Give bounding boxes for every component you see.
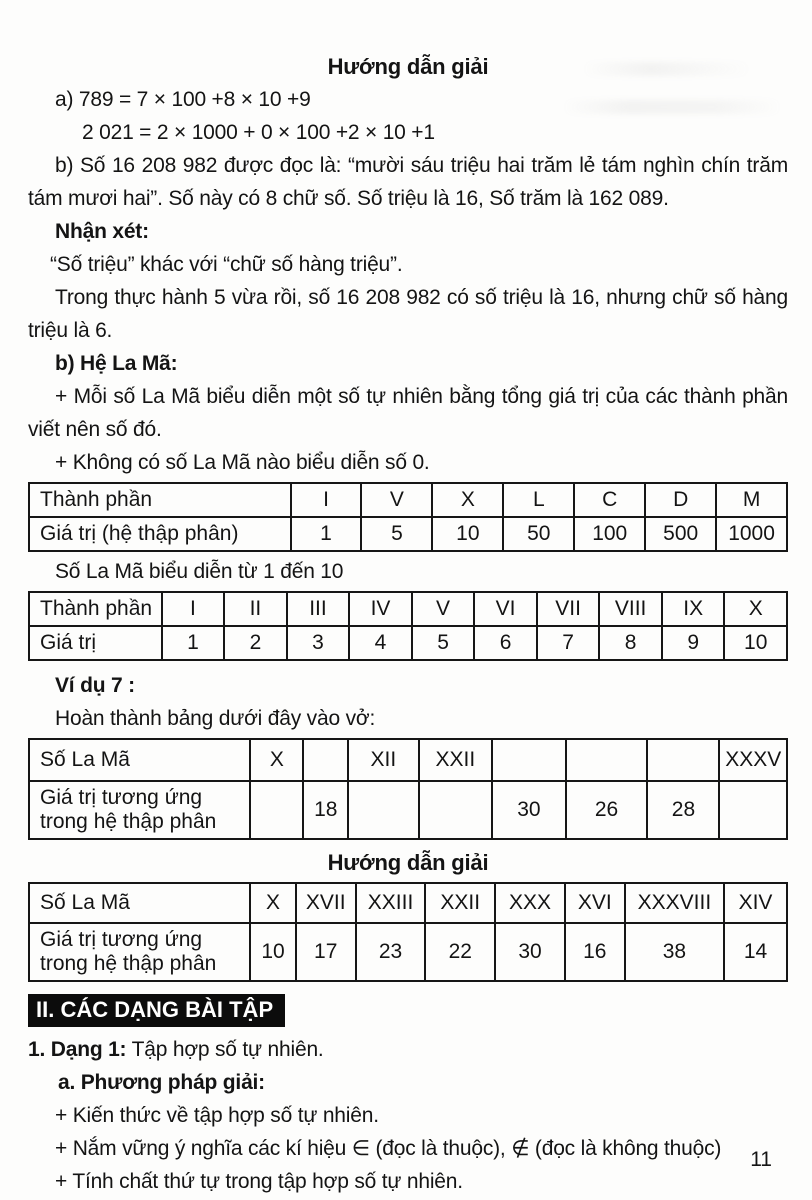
- table-cell: L: [503, 483, 574, 517]
- table-cell: M: [716, 483, 787, 517]
- table-cell: [419, 781, 493, 839]
- table-cell: 7: [537, 626, 600, 660]
- dang1-line: [28, 1033, 788, 1066]
- table-cell: II: [224, 592, 287, 626]
- table-cell: [647, 739, 719, 781]
- row-label-cell: Số La Mã: [29, 883, 250, 923]
- table-cell: 1000: [716, 517, 787, 551]
- table-cell: 14: [724, 923, 787, 981]
- table-row: [29, 781, 787, 839]
- table-cell: XVII: [296, 883, 356, 923]
- exercise-table: [28, 738, 788, 840]
- table-cell: V: [361, 483, 432, 517]
- table-cell: IX: [662, 592, 725, 626]
- roman-components-table-wrap: [28, 482, 788, 552]
- solution-guide-title: Hướng dẫn giải: [327, 54, 489, 79]
- table-cell: X: [724, 592, 787, 626]
- table-cell: 5: [412, 626, 475, 660]
- table-cell: VIII: [599, 592, 662, 626]
- table-row: [29, 923, 787, 981]
- row-label-cell: Giá trị tương ứng trong hệ thập phân: [29, 923, 250, 981]
- table-cell: X: [250, 739, 303, 781]
- table-cell: X: [432, 483, 503, 517]
- row-label-cell: Giá trị (hệ thập phân): [29, 517, 291, 551]
- table-cell: 1: [291, 517, 362, 551]
- table-cell: 38: [625, 923, 724, 981]
- method-bullet-3: + Tính chất thứ tự trong tập hợp số tự nhiên.: [55, 1170, 463, 1193]
- page-number: 11: [750, 1148, 772, 1171]
- table-cell: [719, 781, 787, 839]
- table-cell: XIV: [724, 883, 787, 923]
- table-row: [29, 739, 787, 781]
- table-cell: XXXVIII: [625, 883, 724, 923]
- table-cell: XVI: [565, 883, 625, 923]
- table-cell: I: [162, 592, 225, 626]
- section-2-header: II. CÁC DẠNG BÀI TẬP: [28, 994, 285, 1027]
- table-cell: 6: [474, 626, 537, 660]
- formula-line-a2: 2 021 = 2 × 1000 + 0 × 100 +2 × 10 +1: [82, 121, 435, 144]
- dang1-label: 1. Dạng 1:: [28, 1038, 127, 1061]
- table-cell: 26: [566, 781, 648, 839]
- table-cell: 17: [296, 923, 356, 981]
- row-label-cell: Giá trị tương ứng trong hệ thập phân: [29, 781, 250, 839]
- table-cell: 30: [495, 923, 565, 981]
- example-heading: Ví dụ 7 :: [55, 674, 135, 697]
- table-cell: I: [291, 483, 362, 517]
- table2-caption: Số La Mã biểu diễn từ 1 đến 10: [55, 560, 344, 583]
- method-bullet-1: + Kiến thức về tập hợp số tự nhiên.: [55, 1104, 379, 1127]
- table-cell: 9: [662, 626, 725, 660]
- section-header-wrap: [28, 984, 788, 1027]
- roman-bullet-1: + Mỗi số La Mã biểu diễn một số tự nhiên bằng tổng giá trị của các thành phần viết nên số đó.: [28, 385, 788, 441]
- solution-guide-title-2: Hướng dẫn giải: [327, 850, 489, 875]
- table-cell: XXX: [495, 883, 565, 923]
- table-cell: IV: [349, 592, 412, 626]
- table-row: [29, 626, 787, 660]
- solution-table: [28, 882, 788, 982]
- table-cell: 10: [724, 626, 787, 660]
- table-cell: C: [574, 483, 645, 517]
- table-cell: XXII: [425, 883, 495, 923]
- table-cell: 2: [224, 626, 287, 660]
- table-cell: XII: [348, 739, 418, 781]
- table-row: [29, 483, 787, 517]
- table-cell: 500: [645, 517, 716, 551]
- table-cell: X: [250, 883, 295, 923]
- table-cell: [303, 739, 348, 781]
- table-cell: 1: [162, 626, 225, 660]
- roman-bullet-2: + Không có số La Mã nào biểu diễn số 0.: [55, 451, 430, 474]
- roman-1-to-10-table: [28, 591, 788, 661]
- table-cell: 10: [250, 923, 295, 981]
- table-cell: V: [412, 592, 475, 626]
- table-cell: 16: [565, 923, 625, 981]
- row-label-cell: Thành phần: [29, 483, 291, 517]
- table-row: [29, 592, 787, 626]
- table-cell: XXII: [419, 739, 493, 781]
- table-cell: [348, 781, 418, 839]
- exercise-table-wrap: [28, 738, 788, 840]
- table-row: [29, 883, 787, 923]
- example-intro: Hoàn thành bảng dưới đây vào vở:: [55, 707, 376, 730]
- table-cell: 28: [647, 781, 719, 839]
- row-label-cell: Số La Mã: [29, 739, 250, 781]
- table-cell: 50: [503, 517, 574, 551]
- table-cell: 5: [361, 517, 432, 551]
- table-cell: [492, 739, 566, 781]
- table-cell: [250, 781, 303, 839]
- paragraph-b: b) Số 16 208 982 được đọc là: “mười sáu triệu hai trăm lẻ tám nghìn chín trăm tám mươi hai”. Số này có 8 chữ số. Số triệu là 16, Số trăm là 162 089.: [28, 154, 788, 210]
- table-cell: XXIII: [356, 883, 426, 923]
- table-cell: 100: [574, 517, 645, 551]
- table-cell: 22: [425, 923, 495, 981]
- table-cell: 4: [349, 626, 412, 660]
- table-cell: 23: [356, 923, 426, 981]
- solution-table-wrap: [28, 882, 788, 982]
- method-bullet-2: + Nắm vững ý nghĩa các kí hiệu ∈ (đọc là thuộc), ∉ (đọc là không thuộc): [55, 1137, 722, 1160]
- dang1-text: Tập hợp số tự nhiên.: [126, 1038, 324, 1061]
- row-label-cell: Thành phần: [29, 592, 162, 626]
- table-cell: III: [287, 592, 350, 626]
- row-label-cell: Giá trị: [29, 626, 162, 660]
- table-cell: [566, 739, 648, 781]
- table-cell: VI: [474, 592, 537, 626]
- table-cell: 8: [599, 626, 662, 660]
- table-cell: 10: [432, 517, 503, 551]
- table-cell: 18: [303, 781, 348, 839]
- table-cell: 30: [492, 781, 566, 839]
- remark-heading: Nhận xét:: [55, 220, 149, 243]
- roman-1-to-10-table-wrap: [28, 591, 788, 661]
- roman-components-table: [28, 482, 788, 552]
- remark-quote: “Số triệu” khác với “chữ số hàng triệu”.: [50, 253, 403, 276]
- remark-paragraph: Trong thực hành 5 vừa rồi, số 16 208 982 có số triệu là 16, nhưng chữ số hàng triệu là 6.: [28, 286, 788, 342]
- method-heading: a. Phương pháp giải:: [58, 1071, 265, 1094]
- roman-system-heading: b) Hệ La Mã:: [55, 352, 178, 375]
- table-cell: VII: [537, 592, 600, 626]
- table-row: [29, 517, 787, 551]
- table-cell: 3: [287, 626, 350, 660]
- table-cell: XXXV: [719, 739, 787, 781]
- table-cell: D: [645, 483, 716, 517]
- formula-line-a: a) 789 = 7 × 100 +8 × 10 +9: [55, 88, 311, 111]
